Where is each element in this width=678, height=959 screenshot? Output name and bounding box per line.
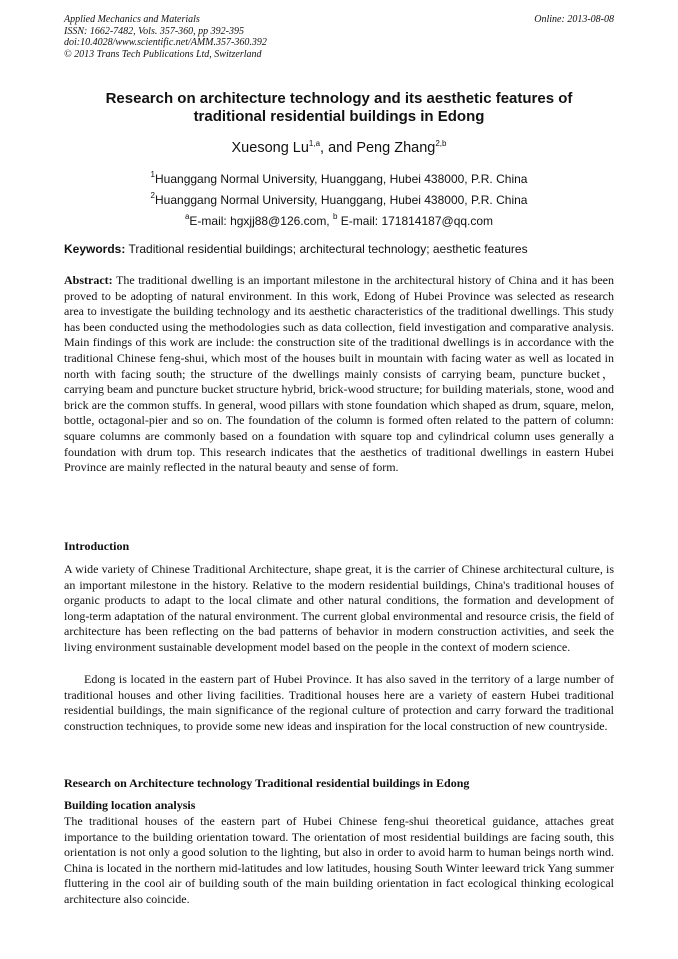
- building-location-paragraph: The traditional houses of the eastern part of Hubei Chinese feng-shui theoretical guidance, attaches great importance to the building orientation toward. The orientation of most residential buildings are facing south, this orientation is not only a good solution to the lighting, but also in order to avoid harm to human beings north wind. China is located in the northern mid-latitudes and low latitudes, housing South Winter leeward trick Yang summer fluttering in the cool air of building south of the main building orientation in fact ecological thinking ecological architecture also coincide.: [64, 814, 614, 906]
- author-list: [64, 140, 614, 156]
- affiliation-2: [64, 193, 614, 207]
- keywords: [64, 242, 614, 256]
- author-joiner: , and Peng Zhang: [320, 140, 436, 156]
- title-line-1: Research on architecture technology and its aesthetic features of: [105, 90, 573, 107]
- affiliation-1-superscript: 1: [150, 170, 155, 179]
- email-a: E-mail: hgxjj88@126.com,: [189, 214, 333, 228]
- email-a-superscript: a: [184, 212, 190, 221]
- introduction-paragraph-1: A wide variety of Chinese Traditional Architecture, shape great, it is the carrier of Chinese architectural culture, is an important milestone in the history. Relative to the modern residential buildings, China's traditional houses of organic products to adapt to the local climate and other natural conditions, the formation and development of long-term adaptation of the natural environment. The current global environmental and resource crisis, the field of architecture has been reflecting on the bad patterns of behavior in modern construction activities, and seek the living environment sustainable development model based on the people in the context of modern science.: [64, 562, 614, 654]
- journal-name: Applied Mechanics and Materials: [64, 14, 200, 25]
- title-line-2: traditional residential buildings in Edong: [193, 108, 485, 125]
- journal-header: [64, 14, 614, 60]
- online-date: Online: 2013-08-08: [534, 14, 614, 25]
- issn-line: ISSN: 1662-7482, Vols. 357-360, pp 392-395: [64, 25, 244, 37]
- doi-line: doi:10.4028/www.scientific.net/AMM.357-360.392: [64, 37, 267, 48]
- abstract-text: The traditional dwelling is an important milestone in the architectural history of China and it has been proved to be adopting of natural environment. In this work, Edong of Hubei Province was selected as research area to investigate the building technology and its aesthetic characteristics of the traditional dwellings. This study has been conducted using the methodologies such as data collection, field investigation and comparative analysis. Main findings of this work are include: the construction site of the traditional dwellings is in accordance with the traditional Chinese feng-shui, which most of the houses built in mountain with facing water as well as located in north with facing south; the structure of the dwellings mainly consists of carrying beam, puncture bucket， carrying beam and puncture bucket structure hybrid, brick-wood structure; for building materials, stone, wood and brick are the common stuffs. In general, wood pillars with stone foundation which shaped as drum, square, melon, bottle, octagonal-pier and so on. The foundation of the column is formed often related to the pattern of column: square columns are commonly based on a foundation with square top and cylindrical column uses generally a foundation with drum top. This research indicates that the aesthetics of traditional dwellings in eastern Hubei Province are mainly reflected in the natural beauty and sense of form.: [64, 273, 614, 475]
- email-line: [64, 214, 614, 228]
- section-2-heading: Research on Architecture technology Traditional residential buildings in Edong: [64, 776, 470, 790]
- affiliation-2-text: Huanggang Normal University, Huanggang, Hubei 438000, P.R. China: [155, 193, 528, 207]
- building-location-subheading: Building location analysis: [64, 798, 196, 812]
- keywords-label: Keywords:: [64, 242, 126, 256]
- introduction-paragraph-2: Edong is located in the eastern part of Hubei Province. It has also saved in the territory of a large number of traditional houses and other living facilities. Traditional houses here are a variety of eastern Hubei traditional residential buildings, the main significance of the regional culture of protection and carry forward the traditional construction techniques, to provide some new ideas and inspiration for the local construction of new countryside.: [64, 672, 614, 733]
- affiliation-1: [64, 172, 614, 186]
- email-b-superscript: b: [332, 212, 338, 221]
- paper-title: [64, 90, 614, 126]
- copyright-line: © 2013 Trans Tech Publications Ltd, Switzerland: [64, 48, 262, 60]
- author-1: Xuesong Lu: [231, 140, 309, 156]
- keywords-text: Traditional residential buildings; architectural technology; aesthetic features: [125, 242, 528, 256]
- affiliation-2-superscript: 2: [150, 191, 155, 200]
- author-2-superscript: 2,b: [435, 139, 447, 148]
- abstract-label: Abstract:: [64, 273, 113, 287]
- author-1-superscript: 1,a: [308, 139, 321, 148]
- email-b: E-mail: 171814187@qq.com: [337, 214, 494, 228]
- affiliation-1-text: Huanggang Normal University, Huanggang, Hubei 438000, P.R. China: [155, 172, 528, 186]
- introduction-heading: Introduction: [64, 539, 130, 553]
- abstract: [64, 273, 614, 476]
